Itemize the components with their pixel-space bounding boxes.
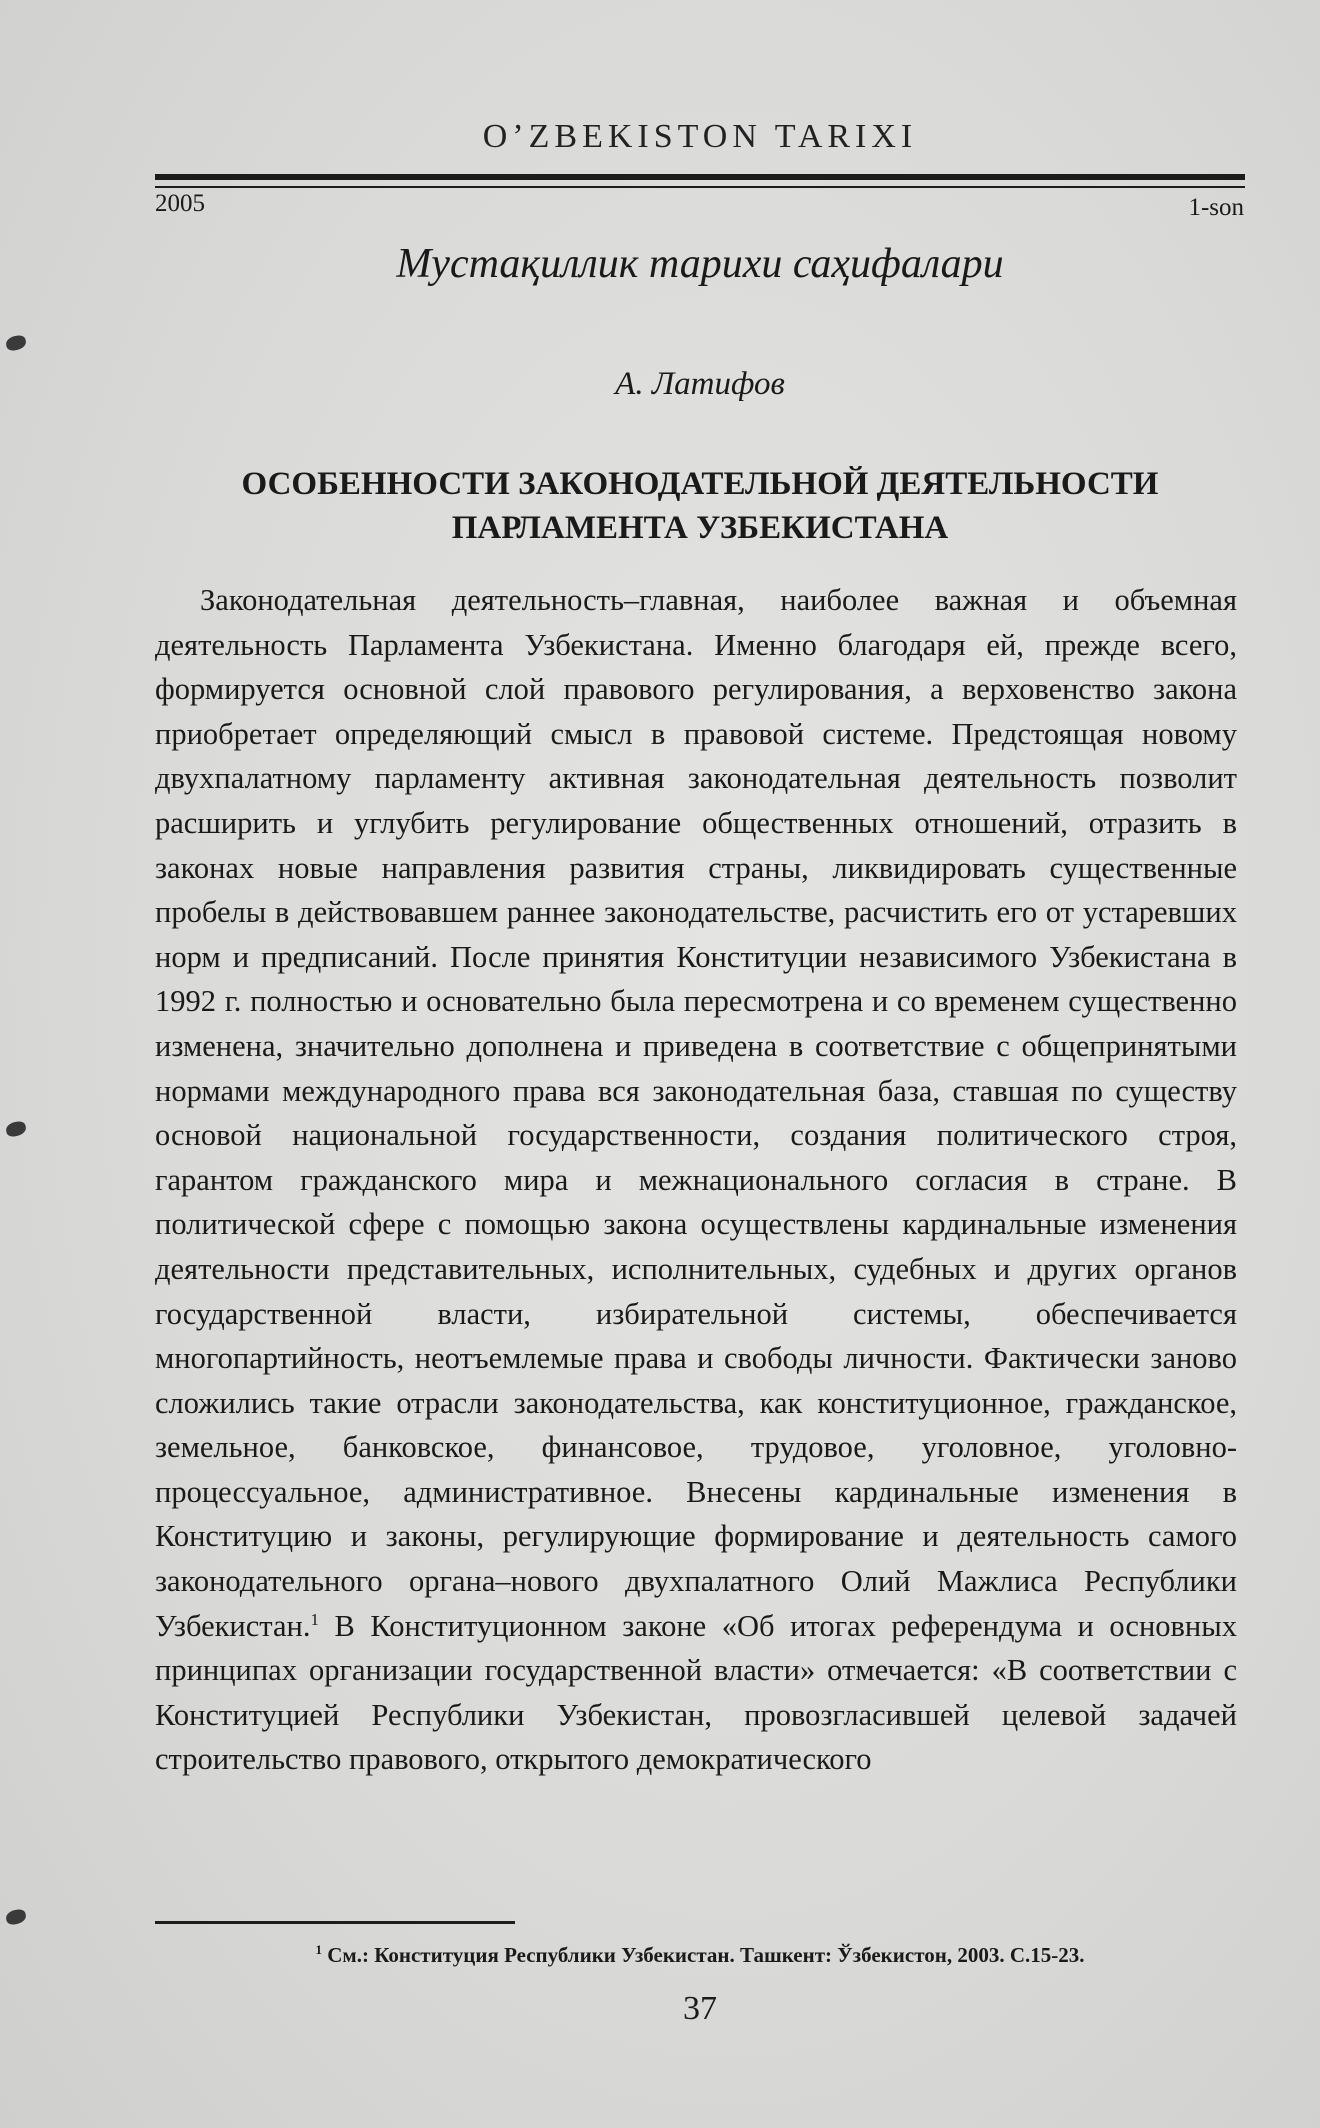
punch-hole-mark bbox=[5, 1120, 27, 1138]
footnote bbox=[155, 1942, 1245, 1968]
page-number: 37 bbox=[683, 1990, 717, 2027]
header-rule-thick bbox=[155, 174, 1245, 180]
footnote-reference[interactable]: 1 bbox=[310, 1609, 319, 1629]
issue-year: 2005 bbox=[155, 190, 205, 217]
body-text-part-1: Законодательная деятельность–главная, наиболее важная и объемная деятельность Парламента Узбекистана. Именно благодаря ей, прежде всего, формируется основной слой правового регулирования, а верховенство закона приобретает определяющий смысл в правовой системе. Предстоящая новому двухпалатному парламенту активная законодательная деятельность позволит расширить и углубить регулирование общественных отношений, отразить в законах новые направления развития страны, ликвидировать существенные пробелы в действовавшем раннее законодательстве, расчистить его от устаревших норм и предписаний. После принятия Конституции независимого Узбекистана в 1992 г. полностью и основательно была пересмотрена и со временем существенно изменена, значительно дополнена и приведена в соответствие с общепринятыми нормами международного права вся законодательная база, ставшая по существу основой национальной государственности, создания политического строя, гарантом гражданского мира и межнационального согласия в стране. В политической сфере с помощью закона осуществлены кардинальные изменения деятельности представительных, исполнительных, судебных и других органов государственной власти, избирательной системы, обеспечивается многопартийность, неотъемлемые права и свободы личности. Фактически заново сложились такие отрасли законодательства, как конституционное, гражданское, земельное, банковское, финансовое, трудовое, уголовное, уголовно-процессуальное, административное. Внесены кардинальные изменения в Конституцию и законы, регулирующие формирование и деятельность самого законодательного органа–нового двухпалатного Олий Мажлиса Республики Узбекистан. bbox=[155, 583, 1237, 1643]
footnote-text: См.: Конституция Республики Узбекистан. Ташкент: Ўзбекистон, 2003. С.15-23. bbox=[321, 1943, 1085, 1967]
section-title: Мустақиллик тарихи саҳифалари bbox=[396, 241, 1004, 287]
issue-number: 1-son bbox=[1188, 194, 1244, 221]
article-title-line-2: ПАРЛАМЕНТА УЗБЕКИСТАНА bbox=[451, 510, 949, 546]
header-rule-thin bbox=[155, 186, 1245, 188]
punch-hole-mark bbox=[5, 334, 27, 352]
article-author: А. Латифов bbox=[615, 366, 785, 402]
footnote-marker: 1 bbox=[315, 1942, 322, 1957]
footnote-separator bbox=[155, 1921, 515, 1924]
article-title bbox=[155, 462, 1245, 550]
article-title-line-1: ОСОБЕННОСТИ ЗАКОНОДАТЕЛЬНОЙ ДЕЯТЕЛЬНОСТИ bbox=[241, 466, 1159, 502]
journal-title: O’ZBEKISTON TARIXI bbox=[482, 118, 918, 155]
article-body bbox=[155, 578, 1237, 1782]
body-text-part-2: В Конституционном законе «Об итогах референдума и основных принципах организации государственной власти» отмечается: «В соответствии с Конституцией Республики Узбекистан, провозгласившей целевой задачей строительство правового, открытого демократического bbox=[155, 1608, 1237, 1777]
punch-hole-mark bbox=[5, 1908, 27, 1926]
